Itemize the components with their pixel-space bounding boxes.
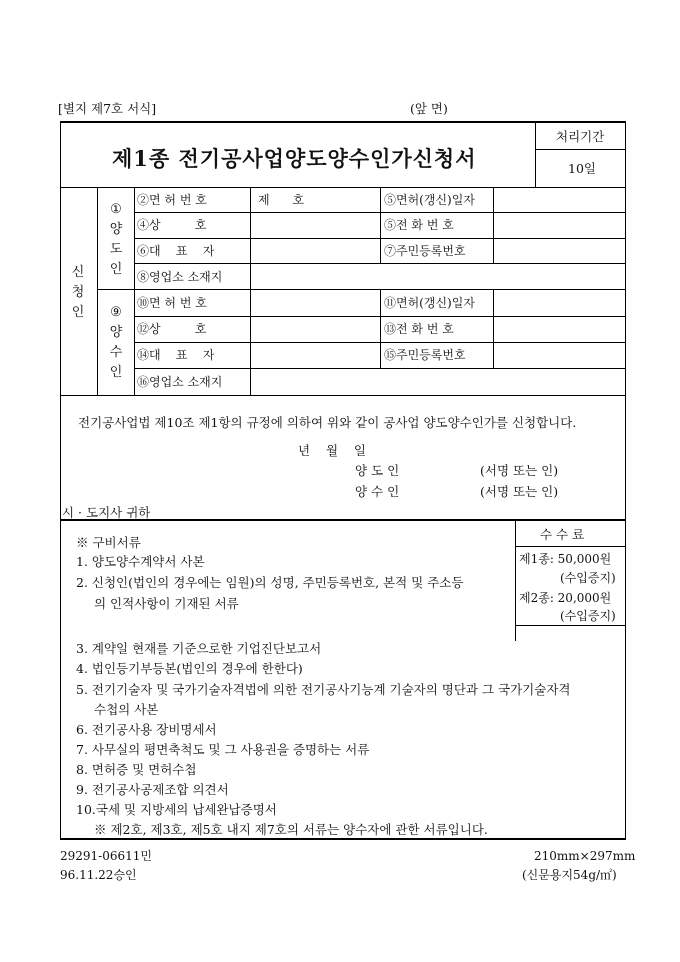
declaration-bottom xyxy=(60,519,626,521)
document-item: 5. 전기기술자 및 국가기술자격법에 의한 전기공사기능계 기술자의 명단과 그 국가기술자격 xyxy=(76,682,571,697)
transferor-addr-col xyxy=(250,263,251,289)
title-bottom xyxy=(60,187,626,188)
declaration-statement: 전기공사업법 제10조 제1항의 규정에 의하여 위와 같이 공사업 양도양수인가를 신청합니다. xyxy=(78,415,577,430)
transferee-label-char: 인 xyxy=(109,365,123,381)
transferor-row3 xyxy=(134,263,625,264)
transferee-license-no-label: ⑩면 허 번 호 xyxy=(137,296,207,310)
processing-period-label: 처리기간 xyxy=(556,129,605,144)
transferee-phone-label: ⑬전 화 번 호 xyxy=(384,322,454,336)
transferee-label xyxy=(108,303,124,384)
document-item: 6. 전기공사용 장비명세서 xyxy=(76,722,217,737)
transferor-row1 xyxy=(134,212,625,213)
transferee-sign-note[interactable]: (서명 또는 인) xyxy=(480,484,559,499)
transferor-label-char: 양 xyxy=(109,222,123,238)
form-title: 제1종 전기공사업양도양수인가신청서 xyxy=(112,146,477,171)
document-item: 의 인적사항이 기재된 서류 xyxy=(94,596,239,611)
document-item: 10.국세 및 지방세의 납세완납증명서 xyxy=(76,802,277,817)
transferee-label-char: 양 xyxy=(109,325,123,341)
frame-top xyxy=(60,121,626,123)
form-label: [별지 제7호 서식] xyxy=(58,101,157,116)
document-item: 1. 양도양수계약서 사본 xyxy=(76,554,205,569)
transferee-row1 xyxy=(134,316,625,317)
transferee-row3 xyxy=(134,368,625,369)
frame-left xyxy=(60,121,61,838)
transferor-label-char: ① xyxy=(110,202,122,217)
transferor-col3 xyxy=(250,187,251,263)
documents-footnote: ※ 제2호, 제3호, 제5호 내지 제7호의 서류는 양수자에 관한 서류입니다. xyxy=(94,822,488,837)
fee-heading-line xyxy=(515,546,625,547)
transferor-trade-name-label: ④상 호 xyxy=(137,218,207,232)
processing-divider xyxy=(535,149,625,150)
transferor-address-label: ⑧영업소 소재지 xyxy=(137,270,223,284)
approval-date: 96.11.22승인 xyxy=(60,868,137,882)
transferor-row2 xyxy=(134,238,625,239)
transferor-col4 xyxy=(380,187,381,263)
declaration-date: 년 월 일 xyxy=(298,443,367,458)
transferee-col5 xyxy=(493,289,494,368)
fee-class2-note: (수입증지) xyxy=(560,609,616,623)
document-item: 수첩의 사본 xyxy=(94,702,159,717)
transferee-col4 xyxy=(380,289,381,368)
transferor-license-no-label: ②면 허 번 호 xyxy=(137,193,207,207)
applicant-section-label xyxy=(70,263,86,323)
processing-period-value: 10일 xyxy=(568,161,596,176)
applicant-label-char: 청 xyxy=(71,285,85,301)
transferee-license-date-label: ⑪면허(갱신)일자 xyxy=(384,296,475,310)
transferee-sign-label: 양 수 인 xyxy=(355,484,400,499)
transferor-sign-note[interactable]: (서명 또는 인) xyxy=(480,463,559,478)
fee-class1-note: (수입증지) xyxy=(560,571,616,585)
transferee-address-label: ⑯영업소 소재지 xyxy=(137,375,223,389)
document-item: 7. 사무실의 평면축척도 및 그 사용권을 증명하는 서류 xyxy=(76,742,370,757)
document-item: 8. 면허증 및 면허수첩 xyxy=(76,762,197,777)
title-divider xyxy=(535,121,536,187)
frame-right xyxy=(625,121,626,838)
transferor-label xyxy=(108,200,124,281)
fee-class2: 제2종: 20,000원 xyxy=(519,591,612,605)
documents-heading: ※ 구비서류 xyxy=(76,535,141,550)
frame-bottom xyxy=(60,838,626,840)
transferee-row2 xyxy=(134,342,625,343)
document-item: 4. 법인등기부등본(법인의 경우에 한한다) xyxy=(76,661,303,676)
transferor-resident-no-label: ⑦주민등록번호 xyxy=(384,244,466,258)
transferor-sign-label: 양 도 인 xyxy=(355,463,400,478)
transferee-label-char: 수 xyxy=(109,345,123,361)
document-item: 3. 계약일 현재를 기준으로한 기업진단보고서 xyxy=(76,641,322,656)
transferor-col5 xyxy=(493,187,494,263)
page-side-label: (앞 면) xyxy=(410,101,448,116)
paper-type: (신문용지54g/㎡) xyxy=(522,868,617,882)
form-code: 29291-06611민 xyxy=(60,849,152,863)
transferor-phone-label: ⑤전 화 번 호 xyxy=(384,218,454,232)
fee-class1: 제1종: 50,000원 xyxy=(519,552,612,566)
fee-bottom-line xyxy=(515,625,625,626)
document-item: 9. 전기공사공제조합 의견서 xyxy=(76,782,229,797)
applicant-label-char: 신 xyxy=(71,265,85,280)
transferee-representative-label: ⑭대 표 자 xyxy=(137,348,215,362)
applicant-col1 xyxy=(97,187,98,395)
transferor-license-date-label: ⑤면허(갱신)일자 xyxy=(384,193,475,207)
fee-divider xyxy=(515,519,516,641)
transferor-bottom xyxy=(97,289,625,290)
transferor-representative-label: ⑥대 표 자 xyxy=(137,244,215,258)
paper-size: 210mm×297mm xyxy=(534,849,636,863)
transferee-resident-no-label: ⑮주민등록번호 xyxy=(384,348,466,362)
transferee-label-char: ⑨ xyxy=(110,305,122,320)
applicant-bottom xyxy=(60,395,626,396)
document-item: 2. 신청인(법인의 경우에는 임원)의 성명, 주민등록번호, 본적 및 주소등 xyxy=(76,575,464,590)
applicant-label-char: 인 xyxy=(71,305,85,321)
applicant-col2 xyxy=(134,187,135,395)
transferor-license-no-field[interactable]: 제 호 xyxy=(258,193,305,207)
transferee-trade-name-label: ⑫상 호 xyxy=(137,322,207,336)
transferor-label-char: 도 xyxy=(109,242,123,258)
addressee: 시 · 도지사 귀하 xyxy=(62,505,151,520)
transferor-label-char: 인 xyxy=(109,262,123,278)
fee-heading: 수 수 료 xyxy=(540,527,585,542)
